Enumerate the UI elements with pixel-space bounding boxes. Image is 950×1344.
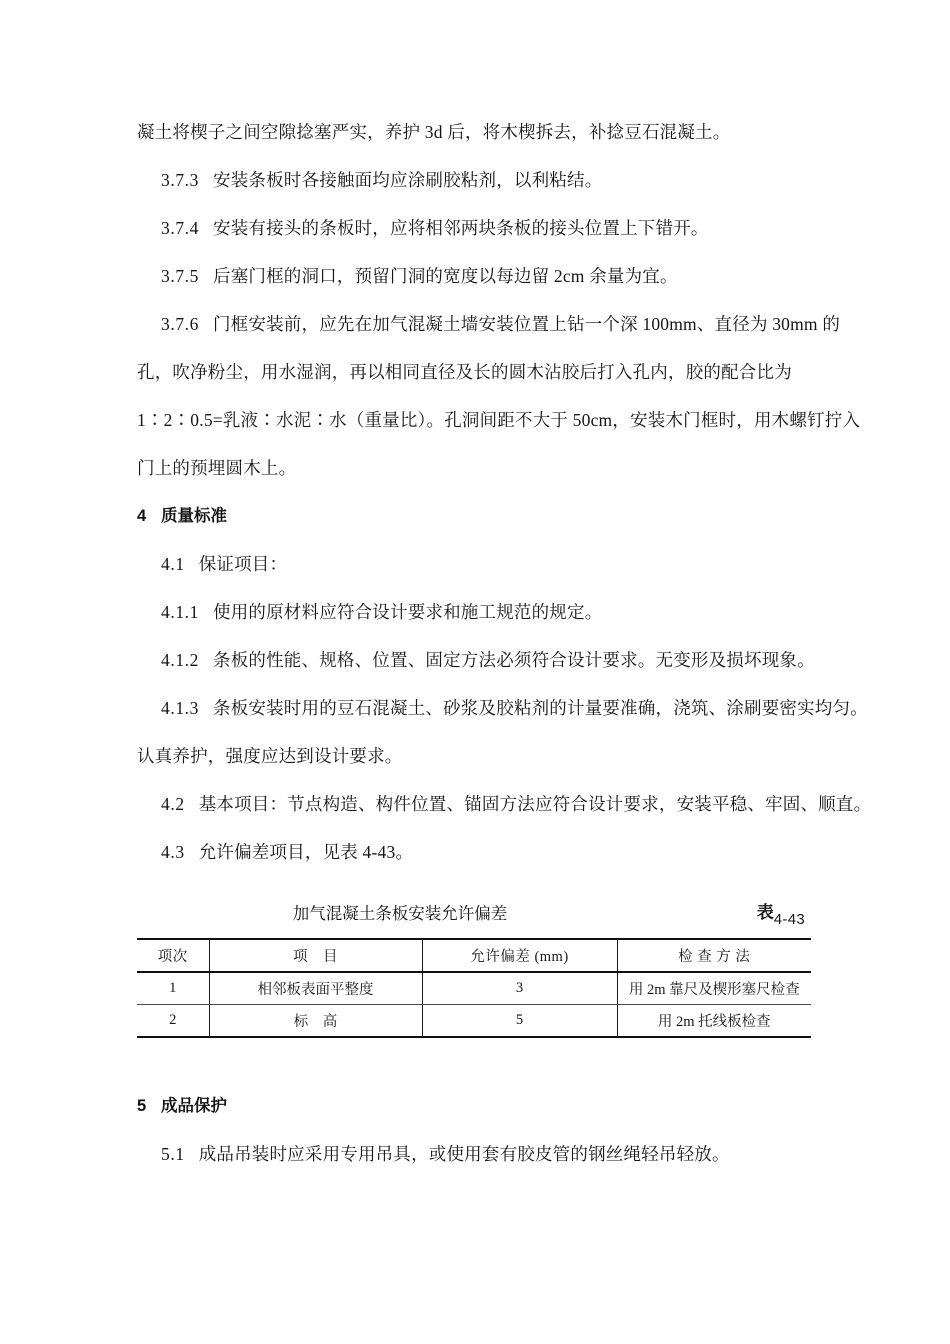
paragraph-number: 4.3: [161, 842, 185, 862]
section-title: 质量标准: [161, 507, 227, 525]
table-cell-tolerance: 5: [422, 1005, 617, 1038]
paragraph-5-1: [137, 1130, 813, 1178]
paragraph-4-3: [137, 828, 813, 876]
tolerance-table-block: [137, 898, 813, 1038]
table-cell-item: 标 高: [209, 1005, 422, 1038]
paragraph-3-7-6-line-2: [137, 348, 813, 396]
paragraph-continuation: [137, 108, 813, 156]
paragraph-number: 3.7.5: [161, 266, 199, 286]
paragraph-number: 3.7.3: [161, 170, 199, 190]
paragraph-number: 3.7.4: [161, 218, 199, 238]
paragraph-text: 成品吊装时应采用专用吊具，或使用套有胶皮管的钢丝绳轻吊轻放。: [198, 1144, 730, 1164]
table-bottom-spacer: [137, 1038, 813, 1082]
paragraph-3-7-5: [137, 252, 813, 300]
paragraph-text: 后塞门框的洞口，预留门洞的宽度以每边留 2cm 余量为宜。: [213, 266, 678, 286]
paragraph-4-1: [137, 540, 813, 588]
paragraph-text: 基本项目：节点构造、构件位置、锚固方法应符合设计要求，安装平稳、牢固、顺直。: [198, 794, 872, 814]
table-label-word: 表: [756, 903, 774, 922]
paragraph-text: 门框安装前，应先在加气混凝土墙安装位置上钻一个深 100mm、直径为 30mm 的: [213, 314, 841, 334]
table-cell-index: 1: [137, 972, 209, 1005]
section-heading-product-protection: [137, 1082, 813, 1130]
table-caption-row: [137, 898, 813, 938]
paragraph-3-7-6-line-4: [137, 444, 813, 492]
table-row: [137, 1005, 811, 1038]
paragraph-text: 安装有接头的条板时，应将相邻两块条板的接头位置上下错开。: [213, 218, 709, 238]
table-header-item: 项 目: [209, 939, 422, 972]
paragraph-text: 允许偏差项目，见表 4-43。: [198, 842, 414, 862]
table-cell-method: 用 2m 托线板检查: [617, 1005, 811, 1038]
paragraph-4-1-3-line-1: [137, 684, 868, 732]
paragraph-3-7-6-line-3: [137, 396, 861, 444]
paragraph-text: 孔，吹净粉尘，用水湿润，再以相同直径及长的圆木沾胶后打入孔内，胶的配合比为: [137, 362, 792, 382]
paragraph-text: 1∶2∶0.5=乳液∶水泥∶水（重量比）。孔洞间距不大于 50cm，安装木门框时，用木螺钉拧入: [137, 410, 861, 430]
table-label-index: 4-43: [773, 911, 805, 928]
paragraph-text: 使用的原材料应符合设计要求和施工规范的规定。: [213, 602, 603, 622]
paragraph-text: 安装条板时各接触面均应涂刷胶粘剂，以利粘结。: [213, 170, 603, 190]
paragraph-3-7-6-line-1: [137, 300, 841, 348]
paragraph-text: 条板的性能、规格、位置、固定方法必须符合设计要求。无变形及损坏现象。: [213, 650, 815, 670]
section-heading-quality-standard: [137, 492, 813, 540]
paragraph-number: 4.2: [161, 794, 185, 814]
table-row: [137, 972, 811, 1005]
table-header-tolerance: 允许偏差 (mm): [422, 939, 617, 972]
paragraph-number: 5.1: [161, 1144, 185, 1164]
paragraph-4-2: [137, 780, 872, 828]
table-caption: 加气混凝土条板安装允许偏差: [292, 905, 508, 923]
table-header-method: 检 查 方 法: [617, 939, 811, 972]
table-header-index: 项次: [137, 939, 209, 972]
paragraph-text: 凝土将楔子之间空隙捻塞严实，养护 3d 后，将木楔拆去，补捻豆石混凝土。: [137, 122, 731, 142]
paragraph-3-7-4: [137, 204, 813, 252]
paragraph-number: 4.1.2: [161, 650, 199, 670]
paragraph-number: 4.1: [161, 554, 185, 574]
section-number: 4: [137, 507, 147, 525]
section-number: 5: [137, 1097, 147, 1115]
table-cell-item: 相邻板表面平整度: [209, 972, 422, 1005]
paragraph-4-1-3-line-2: [137, 732, 813, 780]
paragraph-number: 4.1.1: [161, 602, 199, 622]
section-title: 成品保护: [161, 1097, 227, 1115]
table-cell-index: 2: [137, 1005, 209, 1038]
table-header-row: [137, 939, 811, 972]
tolerance-table: [137, 938, 811, 1038]
page-content: [137, 108, 872, 1178]
paragraph-3-7-3: [137, 156, 813, 204]
paragraph-number: 3.7.6: [161, 314, 199, 334]
table-number-label: [757, 898, 805, 928]
paragraph-text: 认真养护，强度应达到设计要求。: [137, 746, 403, 766]
paragraph-text: 保证项目：: [198, 554, 288, 574]
paragraph-text: 条板安装时用的豆石混凝土、砂浆及胶粘剂的计量要准确，浇筑、涂刷要密实均匀。: [213, 698, 868, 718]
paragraph-4-1-2: [137, 636, 813, 684]
paragraph-text: 门上的预埋圆木上。: [137, 458, 297, 478]
paragraph-4-1-1: [137, 588, 813, 636]
table-cell-tolerance: 3: [422, 972, 617, 1005]
table-cell-method: 用 2m 靠尺及楔形塞尺检查: [617, 972, 811, 1005]
paragraph-number: 4.1.3: [161, 698, 199, 718]
